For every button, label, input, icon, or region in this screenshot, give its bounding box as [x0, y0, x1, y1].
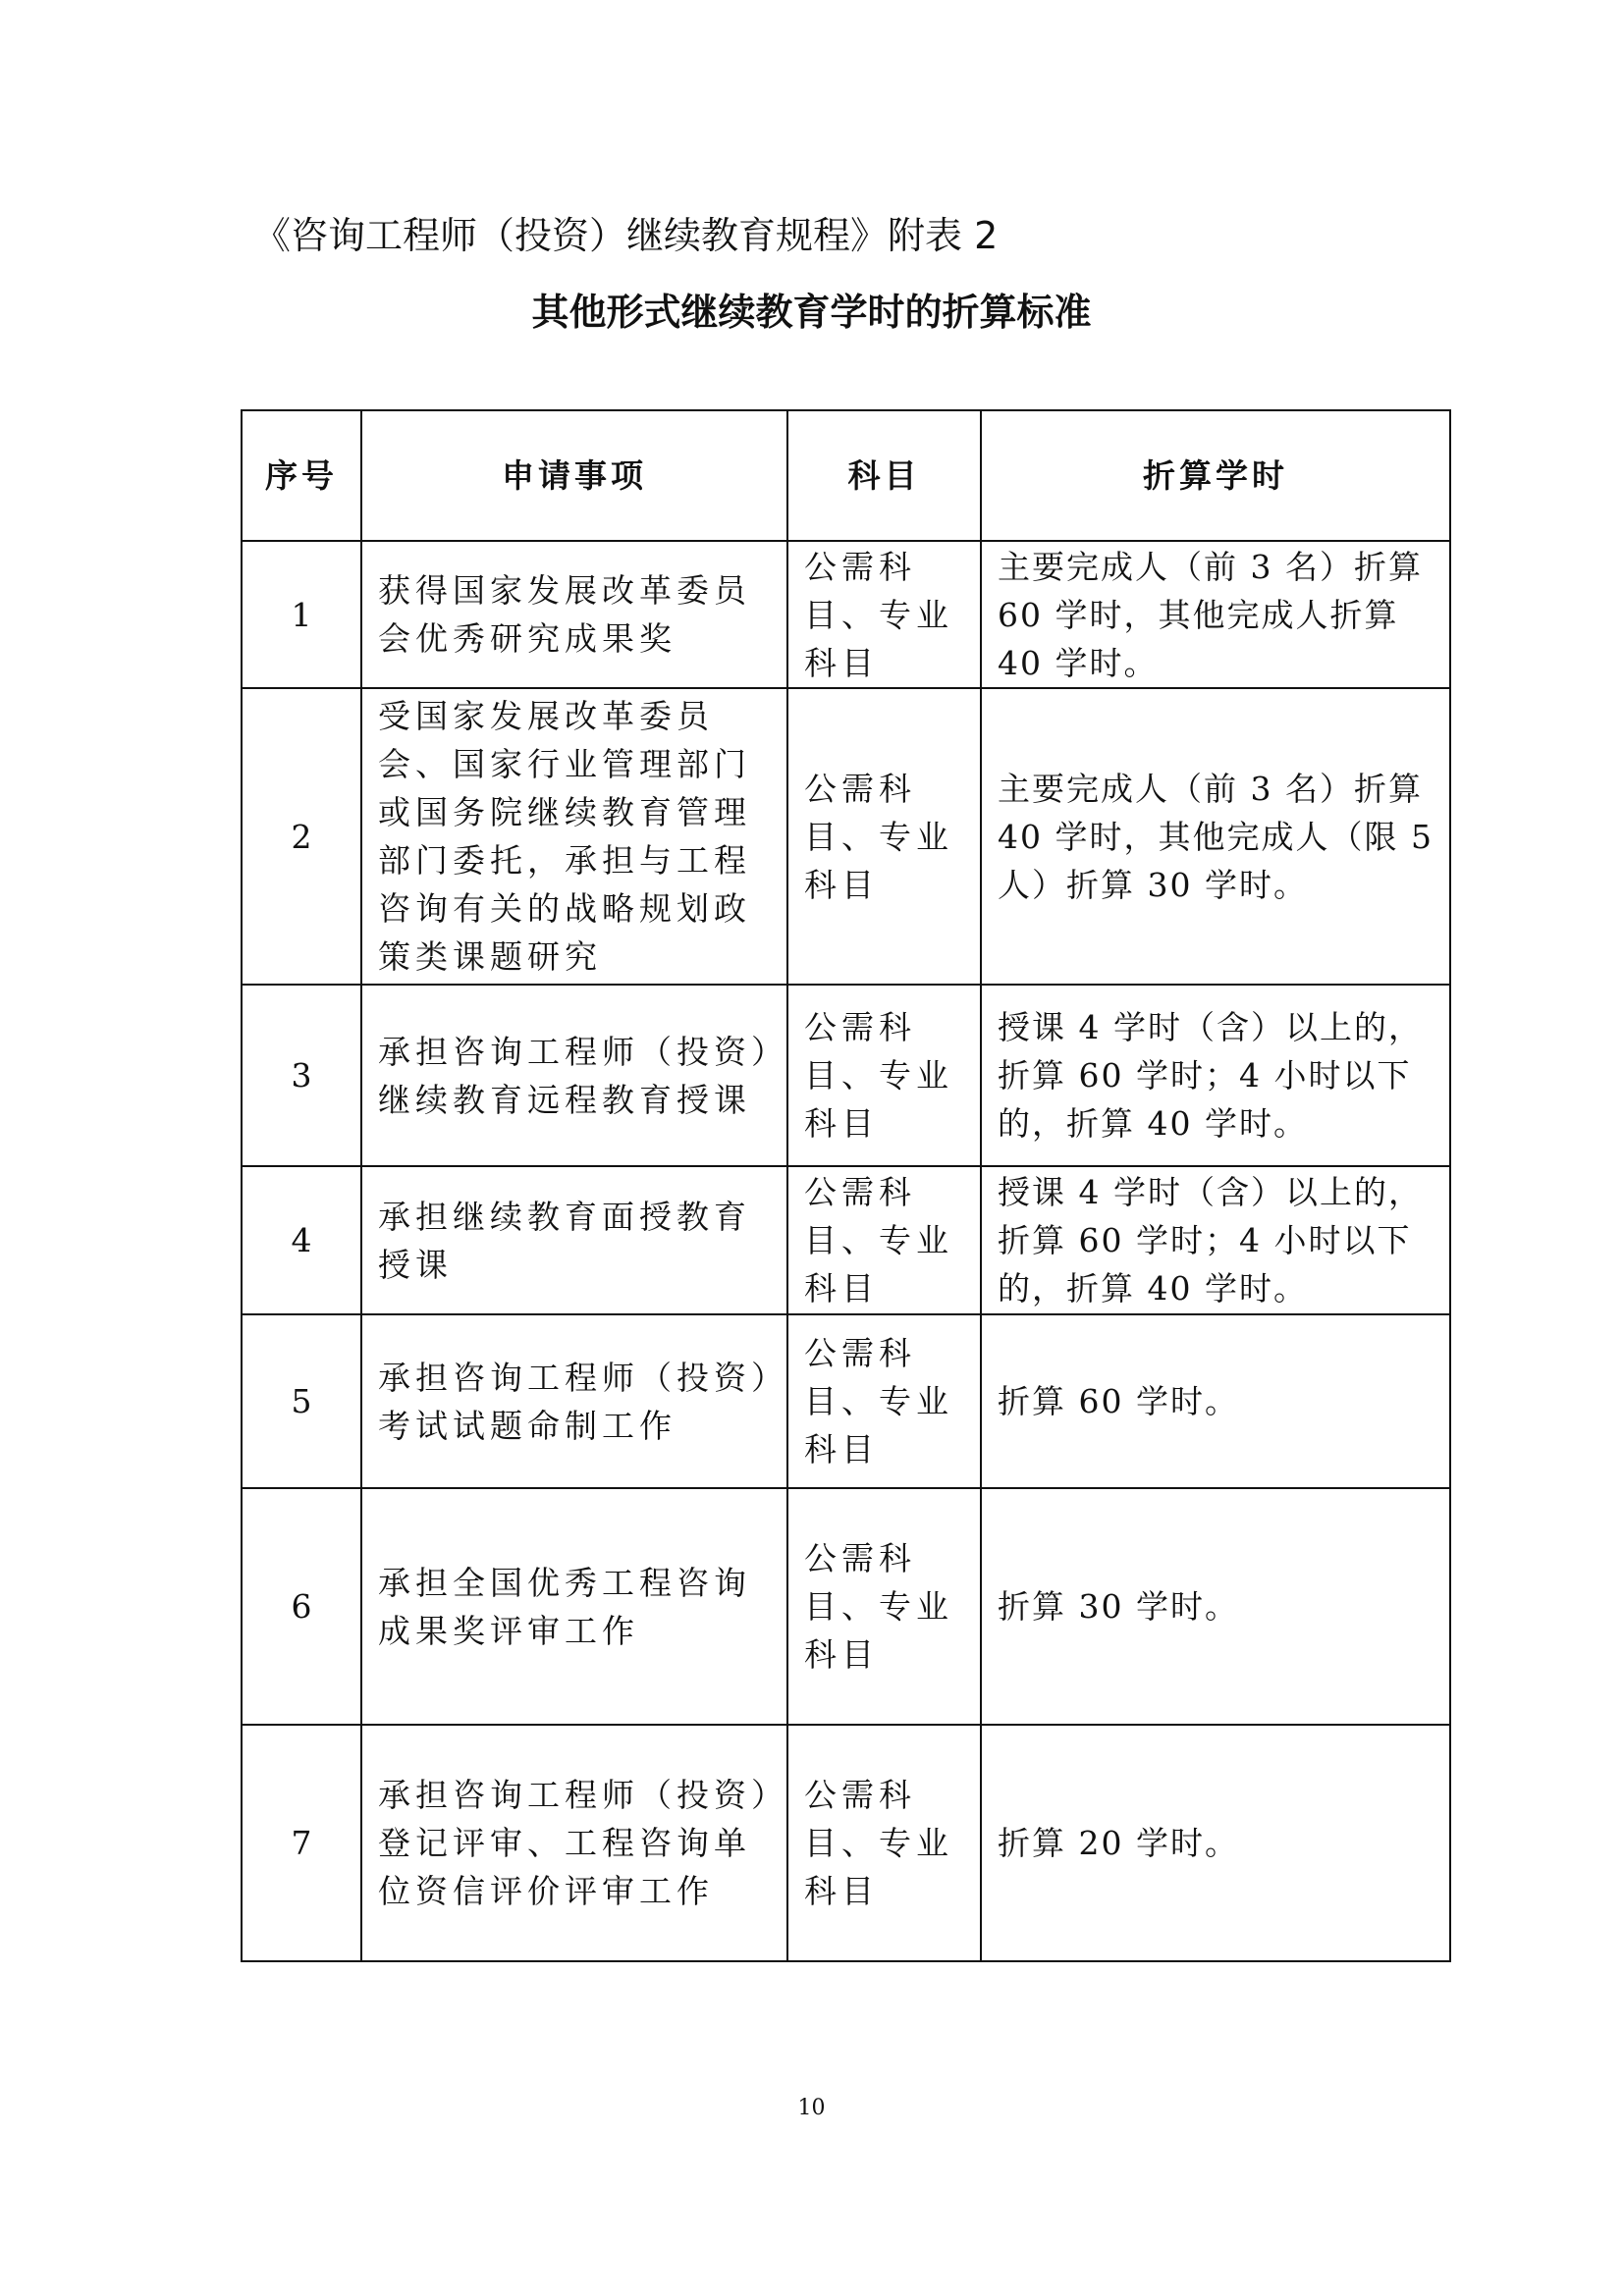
row-converted-hours: 折算 60 学时。: [981, 1314, 1450, 1488]
conversion-standards-table: [241, 409, 1451, 1962]
row-subject: 公需科目、专业科目: [787, 1166, 981, 1314]
row-serial-number: 3: [242, 985, 361, 1166]
row-subject: 公需科目、专业科目: [787, 985, 981, 1166]
table-row: [242, 985, 1450, 1166]
row-application-item: 承担继续教育面授教育授课: [361, 1166, 787, 1314]
header-subject: 科目: [787, 410, 981, 541]
table-row: [242, 541, 1450, 688]
table-row: [242, 688, 1450, 985]
row-converted-hours: 主要完成人（前 3 名）折算 60 学时，其他完成人折算 40 学时。: [981, 541, 1450, 688]
row-application-item: 获得国家发展改革委员会优秀研究成果奖: [361, 541, 787, 688]
row-converted-hours: 折算 30 学时。: [981, 1488, 1450, 1725]
row-converted-hours: 折算 20 学时。: [981, 1725, 1450, 1961]
row-serial-number: 1: [242, 541, 361, 688]
row-converted-hours: 授课 4 学时（含）以上的，折算 60 学时；4 小时以下的，折算 40 学时。: [981, 985, 1450, 1166]
row-subject: 公需科目、专业科目: [787, 1314, 981, 1488]
row-subject: 公需科目、专业科目: [787, 541, 981, 688]
header-converted-hours: 折算学时: [981, 410, 1450, 541]
row-serial-number: 6: [242, 1488, 361, 1725]
row-subject: 公需科目、专业科目: [787, 688, 981, 985]
table-row: [242, 1488, 1450, 1725]
row-application-item: 受国家发展改革委员会、国家行业管理部门或国务院继续教育管理部门委托，承担与工程咨询有关的战略规划政策类课题研究: [361, 688, 787, 985]
row-serial-number: 7: [242, 1725, 361, 1961]
row-converted-hours: 授课 4 学时（含）以上的，折算 60 学时；4 小时以下的，折算 40 学时。: [981, 1166, 1450, 1314]
row-application-item: 承担咨询工程师（投资）继续教育远程教育授课: [361, 985, 787, 1166]
page-number: 10: [797, 2096, 826, 2120]
row-serial-number: 4: [242, 1166, 361, 1314]
row-application-item: 承担咨询工程师（投资）考试试题命制工作: [361, 1314, 787, 1488]
row-converted-hours: 主要完成人（前 3 名）折算 40 学时，其他完成人（限 5 人）折算 30 学时。: [981, 688, 1450, 985]
table-row: [242, 1725, 1450, 1961]
row-application-item: 承担全国优秀工程咨询成果奖评审工作: [361, 1488, 787, 1725]
table-header-row: [242, 410, 1450, 541]
document-title: 《咨询工程师（投资）继续教育规程》附表 2: [253, 214, 999, 257]
header-application-item: 申请事项: [361, 410, 787, 541]
row-subject: 公需科目、专业科目: [787, 1725, 981, 1961]
row-serial-number: 5: [242, 1314, 361, 1488]
row-serial-number: 2: [242, 688, 361, 985]
table-title: 其他形式继续教育学时的折算标准: [531, 291, 1092, 334]
table-row: [242, 1166, 1450, 1314]
row-application-item: 承担咨询工程师（投资）登记评审、工程咨询单位资信评价评审工作: [361, 1725, 787, 1961]
table-row: [242, 1314, 1450, 1488]
header-serial-number: 序号: [242, 410, 361, 541]
row-subject: 公需科目、专业科目: [787, 1488, 981, 1725]
